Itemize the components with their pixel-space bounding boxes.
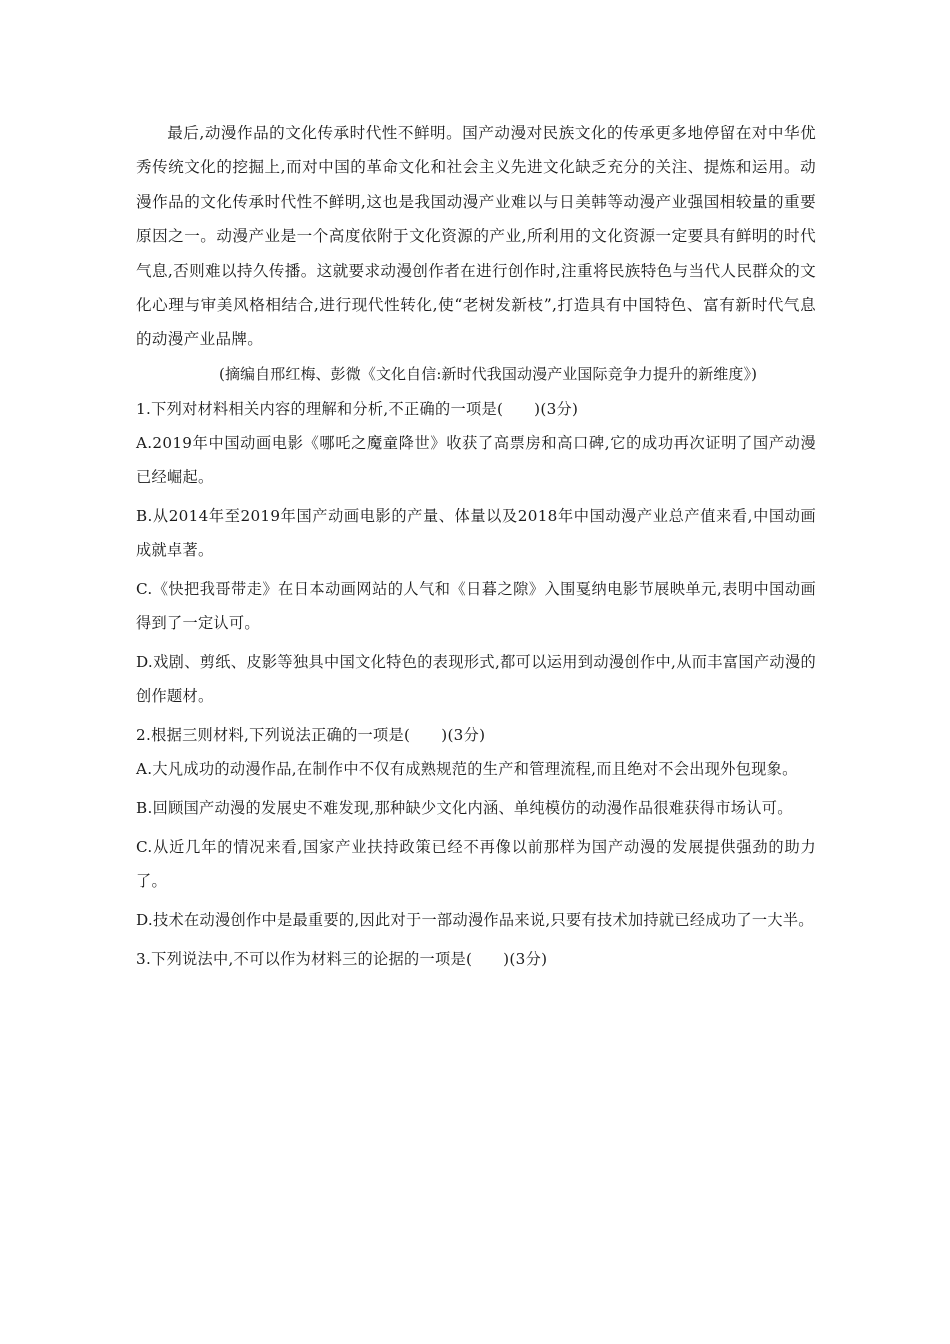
- option-a: A.大凡成功的动漫作品,在制作中不仅有成熟规范的生产和管理流程,而且绝对不会出现外包现象。: [136, 759, 798, 778]
- option-c: C.从近几年的情况来看,国家产业扶持政策已经不再像以前那样为国产动漫的发展提供强劲的助力了。: [136, 837, 816, 890]
- question-1: [136, 392, 816, 713]
- question-2: [136, 718, 816, 937]
- question-stem: 1.下列对材料相关内容的理解和分析,不正确的一项是( )(3分): [136, 399, 579, 418]
- option-d: D.技术在动漫创作中是最重要的,因此对于一部动漫作品来说,只要有技术加持就已经成功了一大半。: [136, 910, 814, 929]
- option-a: A.2019年中国动画电影《哪吒之魔童降世》收获了高票房和高口碑,它的成功再次证明了国产动漫已经崛起。: [136, 433, 816, 486]
- option-b: B.从2014年至2019年国产动画电影的产量、体量以及2018年中国动漫产业总产值来看,中国动画成就卓著。: [136, 506, 816, 559]
- passage-paragraph: 最后,动漫作品的文化传承时代性不鲜明。国产动漫对民族文化的传承更多地停留在对中华优秀传统文化的挖掘上,而对中国的革命文化和社会主义先进文化缺乏充分的关注、提炼和运用。动漫作品的文化传承时代性不鲜明,这也是我国动漫产业难以与日美韩等动漫产业强国相较量的重要原因之一。动漫产业是一个高度依附于文化资源的产业,所利用的文化资源一定要具有鲜明的时代气息,否则难以持久传播。这就要求动漫创作者在进行创作时,注重将民族特色与当代人民群众的文化心理与审美风格相结合,进行现代性转化,使“老树发新枝”,打造具有中国特色、富有新时代气息的动漫产业品牌。: [136, 124, 816, 349]
- passage-source: (摘编自邢红梅、彭微《文化自信:新时代我国动漫产业国际竞争力提升的新维度》): [219, 364, 758, 383]
- option-b: B.回顾国产动漫的发展史不难发现,那种缺少文化内涵、单纯模仿的动漫作品很难获得市场认可。: [136, 798, 793, 817]
- question-stem: 2.根据三则材料,下列说法正确的一项是( )(3分): [136, 725, 486, 744]
- document-page: [136, 116, 816, 976]
- option-d: D.戏剧、剪纸、皮影等独具中国文化特色的表现形式,都可以运用到动漫创作中,从而丰富国产动漫的创作题材。: [136, 652, 816, 705]
- option-c: C.《快把我哥带走》在日本动画网站的人气和《日暮之隙》入围戛纳电影节展映单元,表明中国动画得到了一定认可。: [136, 579, 816, 632]
- question-3: [136, 942, 816, 976]
- question-stem: 3.下列说法中,不可以作为材料三的论据的一项是( )(3分): [136, 949, 548, 968]
